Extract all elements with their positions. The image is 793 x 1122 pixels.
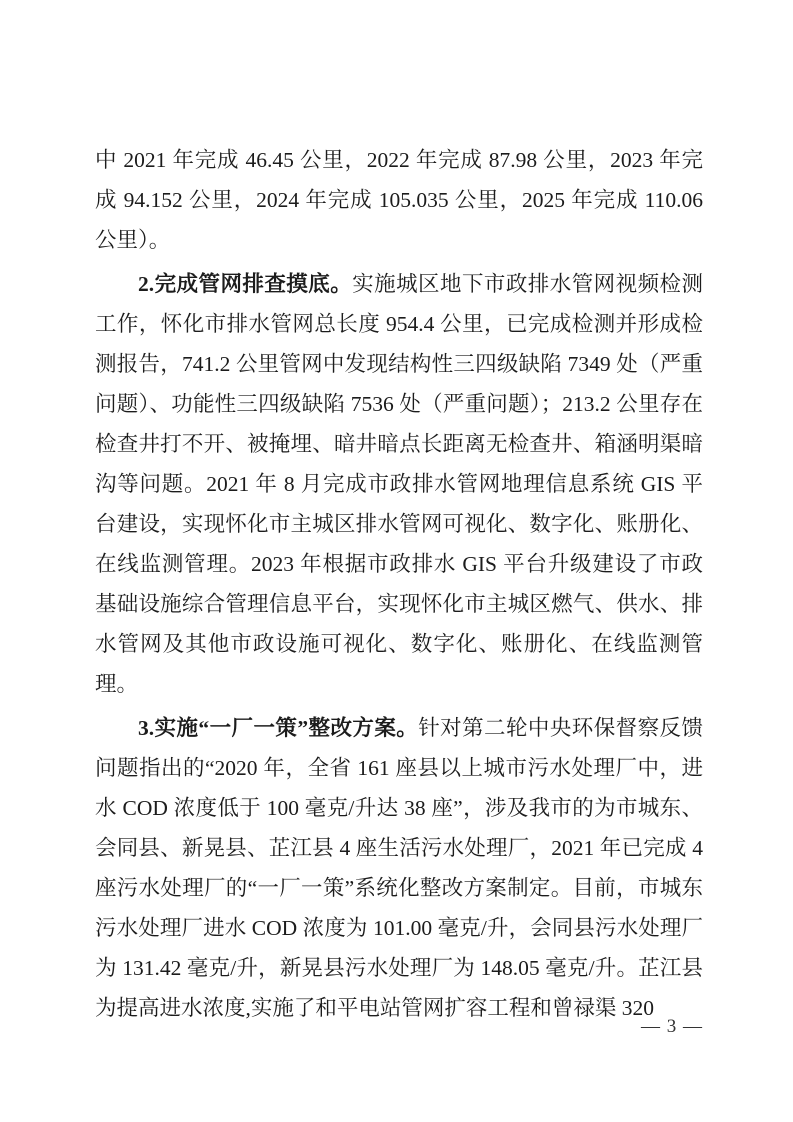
paragraph-lead-heading: 3.实施“一厂一策”整改方案。 <box>138 716 419 740</box>
paragraph-continued <box>95 140 703 260</box>
paragraph-text: 实施城区地下市政排水管网视频检测工作，怀化市排水管网总长度 954.4 公里，已完成检测并形成检测报告，741.2 公里管网中发现结构性三四级缺陷 7349 处（严重问题）、功能性三四级缺陷 7536 处（严重问题）；213.2 公里存在检查井打不开、被掩埋、暗井暗点长距离无检查井、箱涵明渠暗沟等问题。2021 年 8 月完成市政排水管网地理信息系统 GIS 平台建设，实现怀化市主城区排水管网可视化、数字化、账册化、在线监测管理。2023 年根据市政排水 GIS 平台升级建设了市政基础设施综合管理信息平台，实现怀化市主城区燃气、供水、排水管网及其他市政设施可视化、数字化、账册化、在线监测管理。 <box>95 272 703 696</box>
page-number: — 3 — <box>641 1016 703 1037</box>
paragraph-lead-heading: 2.完成管网排查摸底。 <box>138 272 353 296</box>
paragraph-item-2 <box>95 264 703 704</box>
document-body <box>95 140 703 1032</box>
paragraph-item-3 <box>95 708 703 1028</box>
paragraph-text: 中 2021 年完成 46.45 公里，2022 年完成 87.98 公里，2023 年完成 94.152 公里，2024 年完成 105.035 公里，2025 年完成 110.06 公里）。 <box>95 148 703 252</box>
paragraph-text: 针对第二轮中央环保督察反馈问题指出的“2020 年，全省 161 座县以上城市污水处理厂中，进水 COD 浓度低于 100 毫克/升达 38 座”，涉及我市的为市城东、会同县、新晃县、芷江县 4 座生活污水处理厂，2021 年已完成 4 座污水处理厂的“一厂一策”系统化整改方案制定。目前，市城东污水处理厂进水 COD 浓度为 101.00 毫克/升，会同县污水处理厂为 131.42 毫克/升，新晃县污水处理厂为 148.05 毫克/升。芷江县为提高进水浓度,实施了和平电站管网扩容工程和曾禄渠 320 <box>95 716 703 1020</box>
